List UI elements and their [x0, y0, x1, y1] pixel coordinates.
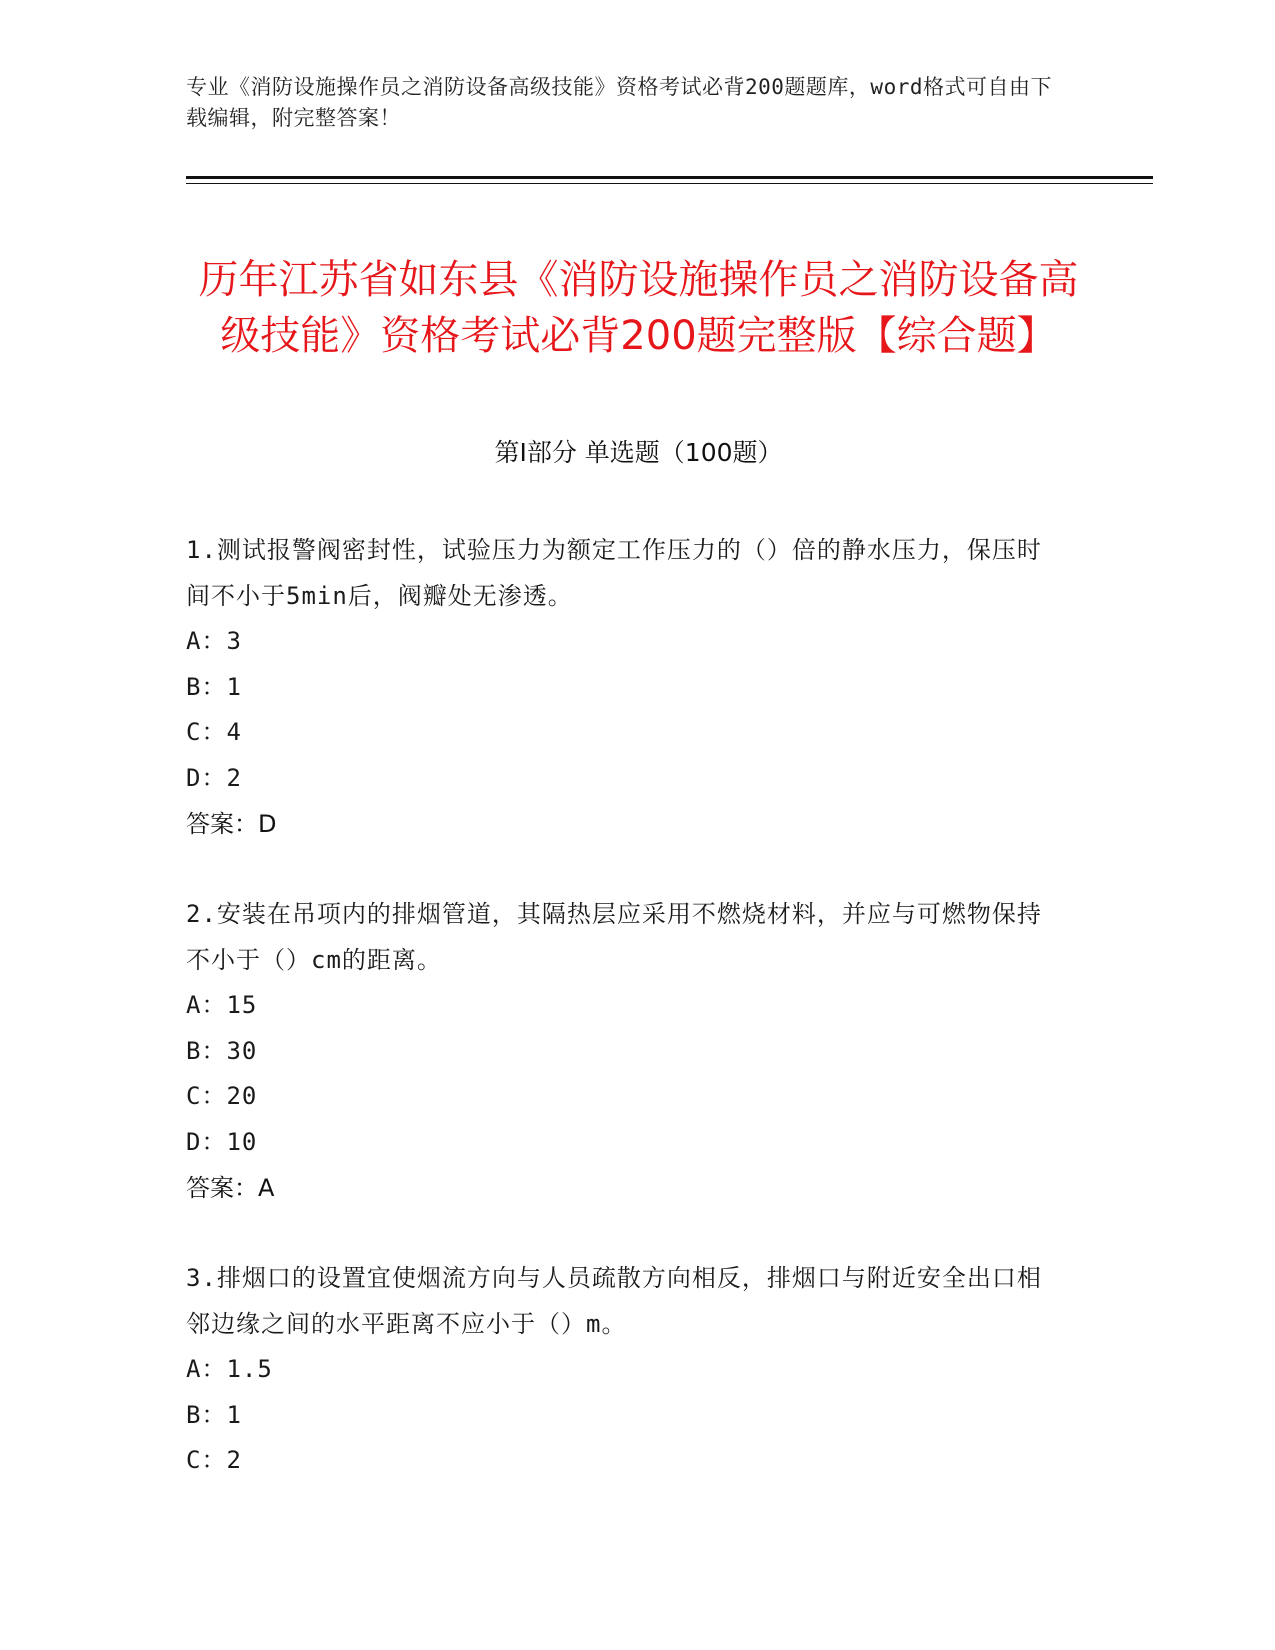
- option-c: C：20: [186, 1082, 258, 1110]
- header-divider-thin: [186, 183, 1153, 184]
- question-text: 3.排烟口的设置宜使烟流方向与人员疏散方向相反，排烟口与附近安全出口相邻边缘之间的水平距离不应小于（）m。: [186, 1264, 1042, 1338]
- option-b: B：1: [186, 1400, 242, 1429]
- option-b: B：30: [186, 1036, 258, 1065]
- question-1: [186, 527, 1066, 847]
- answer: 答案：D: [186, 810, 277, 838]
- option-b: B：1: [186, 672, 242, 701]
- question-text: 2.安装在吊项内的排烟管道，其隔热层应采用不燃烧材料，并应与可燃物保持不小于（）cm的距离。: [186, 900, 1042, 974]
- option-a: A：15: [186, 991, 258, 1019]
- question-text: 1.测试报警阀密封性，试验压力为额定工作压力的（）倍的静水压力，保压时间不小于5min后，阀瓣处无渗透。: [186, 536, 1042, 610]
- answer: 答案：A: [186, 1174, 275, 1202]
- option-d: D：10: [186, 1127, 258, 1156]
- section-title: 第I部分 单选题（100题）: [494, 438, 783, 467]
- question-3: [186, 1255, 1066, 1484]
- header-note: 专业《消防设施操作员之消防设备高级技能》资格考试必背200题题库，word格式可自由下载编辑，附完整答案！: [186, 75, 1052, 130]
- header-divider: [186, 176, 1153, 179]
- document-title: 历年江苏省如东县《消防设施操作员之消防设备高级技能》资格考试必背200题完整版【综合题】: [198, 256, 1079, 359]
- question-list: [186, 527, 1066, 1528]
- option-d: D：2: [186, 763, 242, 792]
- question-2: [186, 891, 1066, 1211]
- option-c: C：2: [186, 1446, 242, 1474]
- option-a: A：3: [186, 627, 242, 655]
- option-a: A：1.5: [186, 1355, 273, 1383]
- option-c: C：4: [186, 718, 242, 746]
